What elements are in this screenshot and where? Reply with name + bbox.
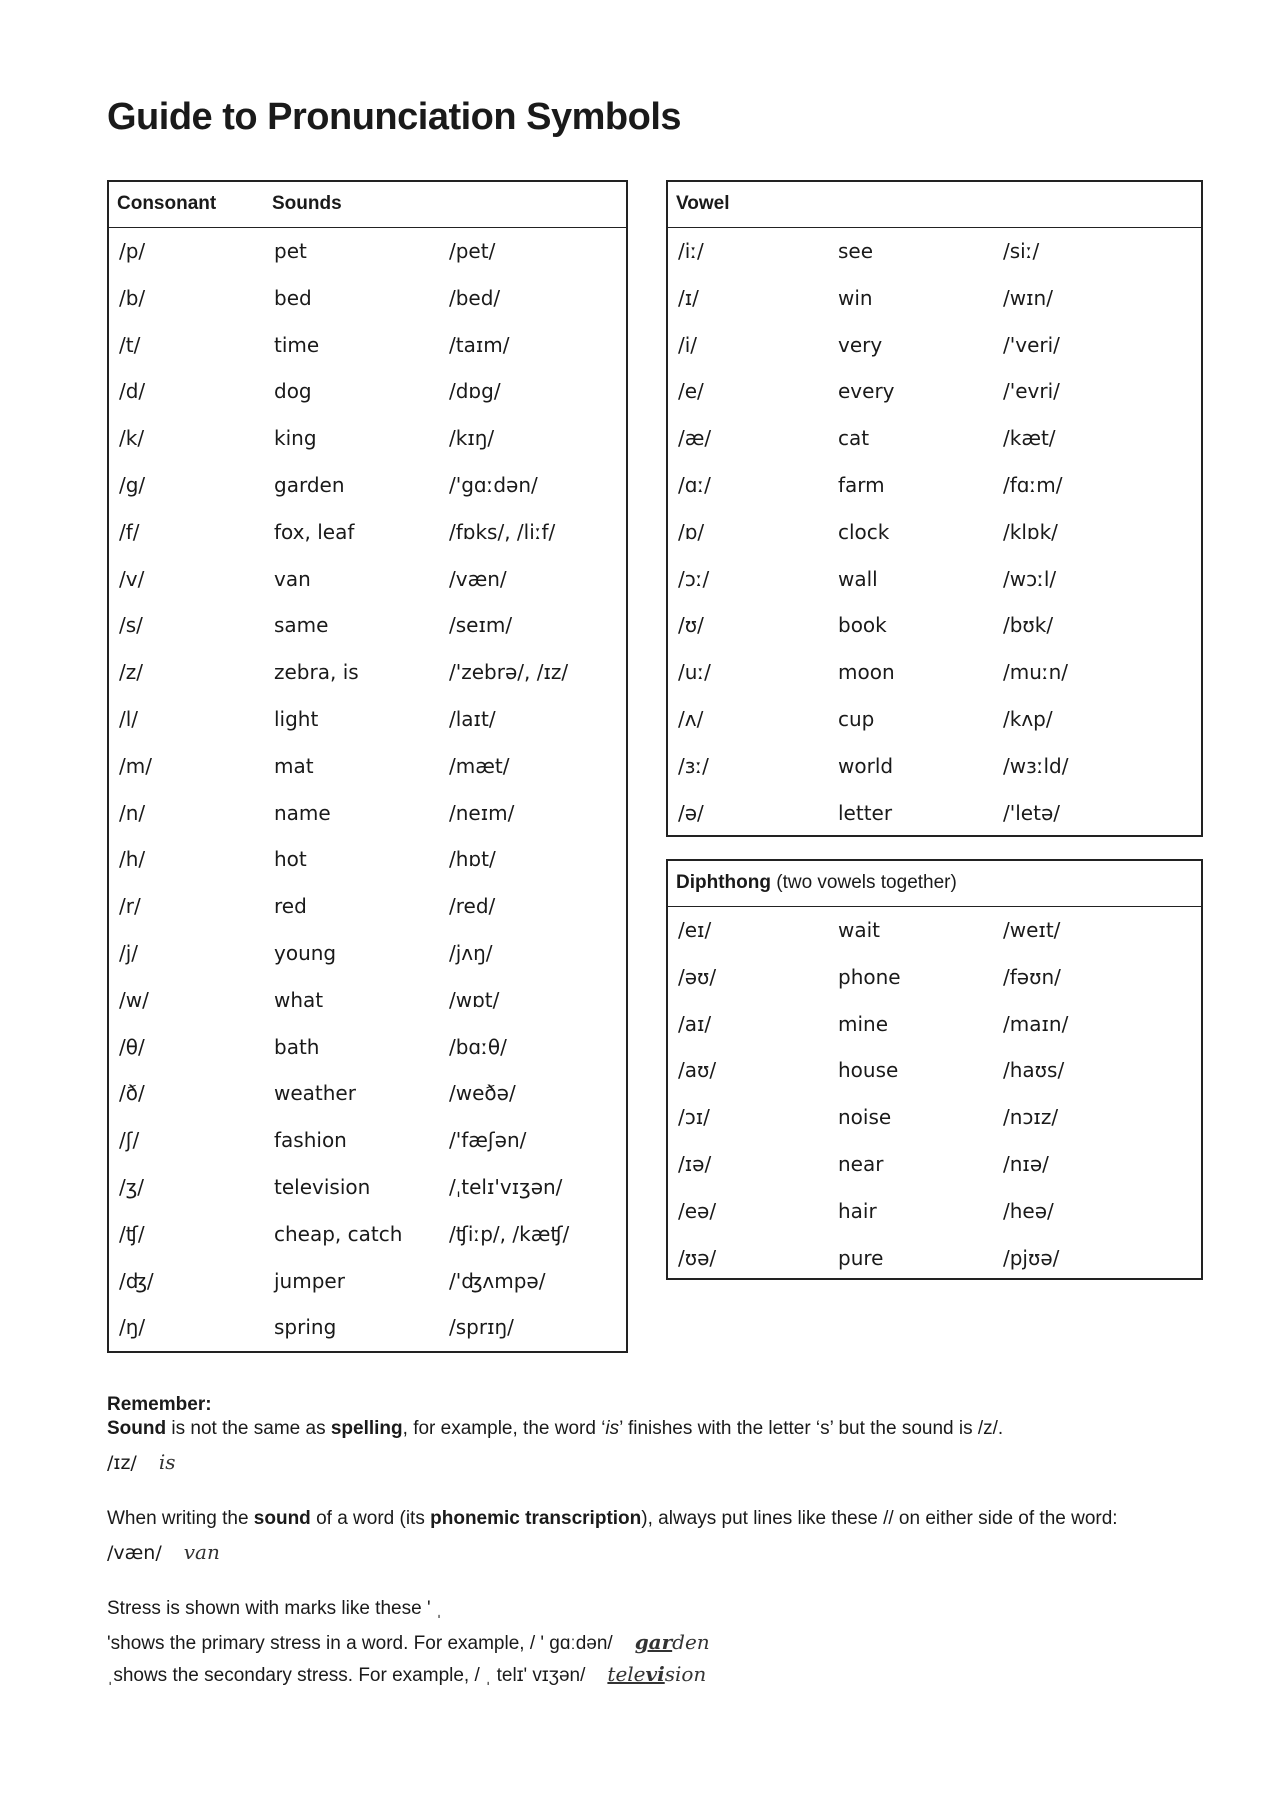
consonant-symbol: /ʒ/ [119, 1174, 145, 1199]
remember-heading: Remember: [107, 1394, 212, 1415]
consonant-row [109, 1024, 626, 1071]
consonant-table [107, 180, 628, 1353]
vowel-symbol: /ɒ/ [678, 519, 705, 544]
vowel-symbol: /æ/ [678, 426, 712, 451]
consonant-example: pet [274, 239, 307, 263]
consonant-symbol: /r/ [119, 894, 141, 919]
consonant-transcription: /væn/ [449, 566, 507, 591]
consonant-example: fashion [274, 1128, 347, 1153]
consonant-example: dog [274, 379, 312, 404]
vowel-symbol: /ɑː/ [678, 472, 711, 497]
consonant-symbol: /b/ [119, 285, 146, 310]
example-van [107, 1540, 220, 1565]
diphthong-header-note: (two vowels together) [770, 872, 957, 893]
vowel-row [668, 462, 1201, 509]
consonant-symbol: /p/ [119, 239, 146, 263]
note-sound-vs-spelling: Sound is not the same as spelling, for example, the word ‘is’ finishes with the letter ‘s’ but the sound is /z/. [107, 1418, 1004, 1439]
consonant-example: light [274, 706, 319, 731]
vowel-table [666, 180, 1203, 837]
diphthong-symbol: /ɪə/ [678, 1151, 712, 1176]
consonant-transcription: /sprɪŋ/ [449, 1315, 514, 1340]
vowel-transcription: /wɔːl/ [1003, 566, 1057, 591]
diphthong-transcription: /fəʊn/ [1003, 964, 1061, 989]
consonant-row [109, 743, 626, 790]
vowel-example: cat [838, 426, 870, 451]
consonant-row [109, 836, 626, 883]
vowel-example: moon [838, 660, 895, 685]
consonant-transcription: /bɑːθ/ [449, 1034, 507, 1059]
diphthong-example: pure [838, 1245, 884, 1270]
vowel-example: book [838, 613, 887, 638]
vowel-symbol: /ʌ/ [678, 706, 704, 731]
diphthong-table-header [668, 861, 1201, 907]
vowel-example: win [838, 285, 873, 310]
consonant-symbol: /n/ [119, 800, 146, 825]
vowel-symbol: /uː/ [678, 660, 711, 685]
consonant-symbol: /d/ [119, 379, 146, 404]
vowel-row [668, 275, 1201, 322]
diphthong-rows [668, 907, 1201, 1281]
consonant-symbol: /z/ [119, 660, 143, 685]
vowel-row [668, 322, 1201, 369]
diphthong-symbol: /eə/ [678, 1198, 717, 1223]
consonant-symbol: /l/ [119, 706, 139, 731]
consonant-example: zebra, is [274, 660, 359, 685]
diphthong-transcription: /heə/ [1003, 1198, 1054, 1223]
consonant-symbol: /w/ [119, 987, 149, 1012]
consonant-example: spring [274, 1315, 337, 1340]
consonant-example: television [274, 1174, 371, 1199]
consonant-symbol: /ʤ/ [119, 1268, 154, 1293]
note-stress-marks: Stress is shown with marks like these ' ˌ [107, 1598, 443, 1619]
example-is-handwritten: is [158, 1450, 176, 1474]
consonant-symbol: /k/ [119, 426, 145, 451]
vowel-row [668, 602, 1201, 649]
vowel-symbol: /ɔː/ [678, 566, 710, 591]
diphthong-example: mine [838, 1011, 889, 1036]
vowel-transcription: /klɒk/ [1003, 519, 1058, 544]
consonant-example: mat [274, 753, 314, 778]
example-is [107, 1450, 176, 1475]
consonant-example: red [274, 894, 307, 919]
consonant-row [109, 228, 626, 275]
diphthong-symbol: /aʊ/ [678, 1058, 717, 1083]
diphthong-row [668, 1141, 1201, 1188]
vowel-symbol: /e/ [678, 379, 704, 404]
consonant-example: bed [274, 285, 312, 310]
vowel-row [668, 743, 1201, 790]
consonant-transcription: /red/ [449, 894, 496, 919]
diphthong-symbol: /eɪ/ [678, 918, 712, 942]
diphthong-transcription: /haʊs/ [1003, 1058, 1065, 1083]
consonant-symbol: /h/ [119, 847, 146, 872]
consonant-transcription: /wɒt/ [449, 987, 500, 1012]
vowel-example: every [838, 379, 895, 404]
vowel-symbol: /ʊ/ [678, 613, 704, 638]
consonant-symbol: /ʃ/ [119, 1128, 140, 1153]
diphthong-row [668, 1188, 1201, 1235]
consonant-example: cheap, catch [274, 1221, 403, 1246]
consonant-example: time [274, 332, 320, 357]
vowel-transcription: /muːn/ [1003, 660, 1069, 685]
example-van-handwritten: van [183, 1540, 220, 1564]
vowel-transcription: /fɑːm/ [1003, 472, 1063, 497]
consonant-transcription: /weðə/ [449, 1081, 516, 1106]
diphthong-row [668, 954, 1201, 1001]
diphthong-example: phone [838, 964, 901, 989]
vowel-example: wall [838, 566, 878, 591]
consonant-transcription: /fɒks/, /liːf/ [449, 519, 556, 544]
vowel-example: clock [838, 519, 890, 544]
consonant-symbol: /j/ [119, 940, 139, 965]
vowel-transcription: /wɪn/ [1003, 285, 1053, 310]
consonant-row [109, 649, 626, 696]
consonant-table-header [109, 182, 626, 228]
consonant-symbol: /θ/ [119, 1034, 145, 1059]
example-van-ipa: /væn/ [107, 1542, 162, 1564]
vowel-example: world [838, 753, 894, 778]
consonant-example: van [274, 566, 311, 591]
diphthong-transcription: /weɪt/ [1003, 918, 1061, 942]
consonant-transcription: /kɪŋ/ [449, 426, 495, 451]
consonant-row [109, 1164, 626, 1211]
consonant-row [109, 1304, 626, 1351]
consonant-example: jumper [274, 1268, 345, 1293]
consonant-symbol: /f/ [119, 519, 140, 544]
vowel-symbol: /ɜː/ [678, 753, 709, 778]
vowel-transcription: /kʌp/ [1003, 706, 1053, 731]
vowel-symbol: /ə/ [678, 800, 704, 825]
consonant-example: what [274, 987, 324, 1012]
consonant-row [109, 977, 626, 1024]
vowel-transcription: /kæt/ [1003, 426, 1056, 451]
note-primary-stress: 'shows the primary stress in a word. For example, / ' gɑːdən/ garden [107, 1630, 710, 1654]
diphthong-example: hair [838, 1198, 877, 1223]
vowel-row [668, 790, 1201, 837]
consonant-example: same [274, 613, 329, 638]
consonant-row [109, 415, 626, 462]
consonant-transcription: /'ʤʌmpə/ [449, 1268, 546, 1293]
consonant-example: hot [274, 847, 307, 872]
diphthong-example: noise [838, 1105, 892, 1130]
consonant-symbol: /m/ [119, 753, 152, 778]
consonant-row [109, 602, 626, 649]
consonant-rows [109, 228, 626, 1351]
consonant-transcription: /ʧiːp/, /kæʧ/ [449, 1221, 570, 1246]
consonant-symbol: /s/ [119, 613, 143, 638]
consonant-row [109, 1211, 626, 1258]
consonant-transcription: /seɪm/ [449, 613, 513, 638]
consonant-transcription: /jʌŋ/ [449, 940, 493, 965]
diphthong-table [666, 859, 1203, 1280]
consonant-symbol: /ð/ [119, 1081, 145, 1106]
consonant-row [109, 1070, 626, 1117]
consonant-row [109, 509, 626, 556]
diphthong-header-label: Diphthong [676, 872, 771, 893]
consonant-transcription: /mæt/ [449, 753, 510, 778]
consonant-row [109, 1258, 626, 1305]
consonant-transcription: /'zebrə/, /ɪz/ [449, 660, 569, 685]
consonant-transcription: /'fæʃən/ [449, 1128, 527, 1153]
diphthong-transcription: /pjʊə/ [1003, 1245, 1060, 1270]
diphthong-symbol: /aɪ/ [678, 1011, 712, 1036]
consonant-transcription: /laɪt/ [449, 706, 496, 731]
vowel-example: very [838, 332, 883, 357]
vowel-transcription: /'evri/ [1003, 379, 1060, 404]
consonant-symbol: /t/ [119, 332, 141, 357]
vowel-transcription: /wɜːld/ [1003, 753, 1069, 778]
diphthong-transcription: /nɔɪz/ [1003, 1105, 1059, 1130]
consonant-example: bath [274, 1034, 320, 1059]
consonant-row [109, 368, 626, 415]
consonant-transcription: /ˌtelɪ'vɪʒən/ [449, 1174, 563, 1199]
consonant-transcription: /neɪm/ [449, 800, 515, 825]
diphthong-row [668, 907, 1201, 954]
consonant-row [109, 322, 626, 369]
example-is-ipa: /ɪz/ [107, 1452, 137, 1474]
vowel-example: farm [838, 472, 885, 497]
consonant-row [109, 1117, 626, 1164]
consonant-transcription: /dɒg/ [449, 379, 501, 404]
diphthong-transcription: /nɪə/ [1003, 1151, 1049, 1176]
consonant-symbol: /ŋ/ [119, 1315, 146, 1340]
vowel-rows [668, 228, 1201, 836]
consonant-transcription: /'gɑːdən/ [449, 472, 538, 497]
vowel-row [668, 696, 1201, 743]
note-phonemic-transcription: When writing the sound of a word (its phonemic transcription), always put lines like these // on either side of the word: [107, 1508, 1118, 1529]
diphthong-symbol: /ɔɪ/ [678, 1105, 710, 1130]
vowel-symbol: /iː/ [678, 239, 704, 263]
diphthong-example: house [838, 1058, 899, 1083]
consonant-example: fox, leaf [274, 519, 355, 544]
consonant-row [109, 930, 626, 977]
vowel-row [668, 368, 1201, 415]
consonant-row [109, 696, 626, 743]
consonant-row [109, 462, 626, 509]
diphthong-example: wait [838, 918, 881, 942]
diphthong-row [668, 1094, 1201, 1141]
vowel-symbol: /i/ [678, 332, 698, 357]
diphthong-symbol: /əʊ/ [678, 964, 717, 989]
vowel-header-label: Vowel [676, 193, 730, 214]
vowel-transcription: /bʊk/ [1003, 613, 1054, 638]
diphthong-transcription: /maɪn/ [1003, 1011, 1069, 1036]
vowel-example: see [838, 239, 874, 263]
page-title: Guide to Pronunciation Symbols [107, 96, 682, 138]
note-secondary-stress: ˌshows the secondary stress. For example, / ˌ telɪ' vɪʒən/ television [107, 1662, 707, 1686]
vowel-transcription: /siː/ [1003, 239, 1040, 263]
consonant-symbol: /v/ [119, 566, 145, 591]
consonant-symbol: /g/ [119, 472, 146, 497]
consonant-transcription: /bed/ [449, 285, 501, 310]
vowel-example: letter [838, 800, 893, 825]
consonant-example: king [274, 426, 317, 451]
vowel-row [668, 228, 1201, 275]
diphthong-row [668, 1047, 1201, 1094]
vowel-transcription: /'veri/ [1003, 332, 1060, 357]
vowel-table-header [668, 182, 1201, 228]
vowel-row [668, 415, 1201, 462]
consonant-header-label: Consonant [117, 193, 217, 214]
vowel-row [668, 649, 1201, 696]
consonant-transcription: /pet/ [449, 239, 496, 263]
consonant-example: name [274, 800, 331, 825]
consonant-transcription: /taɪm/ [449, 332, 510, 357]
vowel-row [668, 509, 1201, 556]
consonant-row [109, 883, 626, 930]
diphthong-symbol: /ʊə/ [678, 1245, 717, 1270]
consonant-row [109, 275, 626, 322]
diphthong-example: near [838, 1151, 884, 1176]
vowel-row [668, 556, 1201, 603]
consonant-row [109, 556, 626, 603]
diphthong-row [668, 1001, 1201, 1048]
consonant-row [109, 790, 626, 837]
consonant-transcription: /hɒt/ [449, 847, 496, 872]
vowel-transcription: /'letə/ [1003, 800, 1060, 825]
sounds-header-label: Sounds [272, 193, 342, 214]
consonant-example: garden [274, 472, 345, 497]
diphthong-row [668, 1235, 1201, 1282]
vowel-symbol: /ɪ/ [678, 285, 699, 310]
consonant-example: young [274, 940, 337, 965]
vowel-example: cup [838, 706, 875, 731]
consonant-example: weather [274, 1081, 356, 1106]
consonant-symbol: /ʧ/ [119, 1221, 145, 1246]
